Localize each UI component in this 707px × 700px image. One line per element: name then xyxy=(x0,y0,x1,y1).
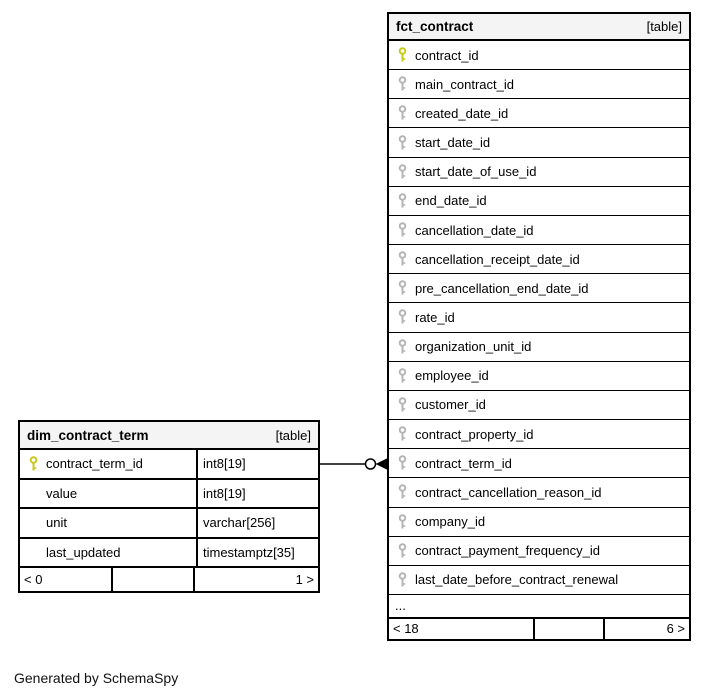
column-name: cancellation_receipt_date_id xyxy=(415,251,580,267)
table-footer xyxy=(20,568,318,591)
column-name: end_date_id xyxy=(415,193,487,209)
ellipsis-label: ... xyxy=(395,598,406,614)
column-list xyxy=(389,41,689,595)
column-row-end_date_id xyxy=(389,187,689,216)
column-name: contract_term_id xyxy=(46,456,143,472)
column-row-contract_term_id xyxy=(389,449,689,478)
foreign-key-icon xyxy=(389,135,415,151)
column-row-value xyxy=(20,480,318,510)
column-name: start_date_id xyxy=(415,135,491,151)
table-title: dim_contract_term xyxy=(27,427,149,443)
foreign-key-icon xyxy=(389,514,415,530)
primary-key-icon xyxy=(389,47,415,63)
column-row-cancellation_date_id xyxy=(389,216,689,245)
column-name: unit xyxy=(46,515,67,531)
footer-middle-cell xyxy=(535,619,605,639)
column-type-cell: int8[19] xyxy=(203,485,246,501)
foreign-key-icon xyxy=(389,543,415,559)
column-name: created_date_id xyxy=(415,105,509,121)
foreign-key-icon xyxy=(389,222,415,238)
column-row-main_contract_id xyxy=(389,70,689,99)
table-node-dim-contract-term xyxy=(18,420,320,593)
table-header-dim-contract-term[interactable] xyxy=(20,422,318,450)
column-name: last_date_before_contract_renewal xyxy=(415,572,619,588)
column-row-created_date_id xyxy=(389,99,689,128)
column-name: contract_property_id xyxy=(415,426,534,442)
column-row-unit xyxy=(20,509,318,539)
foreign-key-icon xyxy=(389,280,415,296)
foreign-key-icon xyxy=(389,455,415,471)
column-row-contract_id xyxy=(389,41,689,70)
footer-outgoing-count: 1 > xyxy=(295,572,314,587)
column-name: organization_unit_id xyxy=(415,339,532,355)
column-row-last_date_before_contract_renewal xyxy=(389,566,689,595)
column-row-start_date_of_use_id xyxy=(389,158,689,187)
column-type-cell: int8[19] xyxy=(203,456,246,472)
table-type-badge: [table] xyxy=(646,19,682,34)
column-name: customer_id xyxy=(415,397,486,413)
table-header-fct-contract[interactable] xyxy=(389,14,689,41)
foreign-key-icon xyxy=(389,105,415,121)
column-name: contract_id xyxy=(415,47,479,63)
generated-by-caption: Generated by SchemaSpy xyxy=(14,670,179,686)
column-row-rate_id xyxy=(389,303,689,332)
column-name: main_contract_id xyxy=(415,76,514,92)
foreign-key-icon xyxy=(389,368,415,384)
column-name-cell xyxy=(20,509,198,537)
footer-incoming-count: < 18 xyxy=(389,619,535,639)
foreign-key-icon xyxy=(389,76,415,92)
footer-middle-cell xyxy=(113,568,195,591)
column-name: rate_id xyxy=(415,309,455,325)
column-name: value xyxy=(46,485,78,501)
column-name: contract_cancellation_reason_id xyxy=(415,484,602,500)
column-name: contract_payment_frequency_id xyxy=(415,543,601,559)
foreign-key-icon xyxy=(389,484,415,500)
column-name-cell xyxy=(20,450,198,478)
column-row-contract_term_id xyxy=(20,450,318,480)
column-row-pre_cancellation_end_date_id xyxy=(389,274,689,303)
column-row-contract_payment_frequency_id xyxy=(389,537,689,566)
column-name-cell xyxy=(20,539,198,567)
column-row-company_id xyxy=(389,508,689,537)
footer-outgoing-count: 6 > xyxy=(666,621,685,637)
table-title: fct_contract xyxy=(396,19,474,34)
column-name: start_date_of_use_id xyxy=(415,164,537,180)
column-row-employee_id xyxy=(389,362,689,391)
column-name: last_updated xyxy=(46,544,121,560)
foreign-key-icon xyxy=(389,426,415,442)
footer-incoming-count: < 0 xyxy=(20,568,113,591)
column-type-cell: timestamptz[35] xyxy=(203,544,295,560)
more-columns-row xyxy=(389,595,689,619)
table-footer xyxy=(389,619,689,639)
arrowhead-icon xyxy=(376,458,388,469)
column-name-cell xyxy=(20,480,198,508)
column-name: employee_id xyxy=(415,368,489,384)
column-type-cell: varchar[256] xyxy=(203,515,276,531)
column-name: cancellation_date_id xyxy=(415,222,534,238)
column-row-contract_property_id xyxy=(389,420,689,449)
column-list xyxy=(20,450,318,568)
foreign-key-icon xyxy=(389,572,415,588)
foreign-key-icon xyxy=(389,309,415,325)
column-row-cancellation_receipt_date_id xyxy=(389,245,689,274)
foreign-key-icon xyxy=(389,339,415,355)
table-type-badge: [table] xyxy=(275,427,311,443)
foreign-key-icon xyxy=(389,193,415,209)
column-row-last_updated xyxy=(20,539,318,569)
foreign-key-icon xyxy=(389,397,415,413)
column-row-contract_cancellation_reason_id xyxy=(389,478,689,507)
primary-key-icon xyxy=(20,456,46,472)
table-node-fct-contract xyxy=(387,12,691,641)
column-row-start_date_id xyxy=(389,128,689,157)
foreign-key-icon xyxy=(389,251,415,267)
column-row-customer_id xyxy=(389,391,689,420)
foreign-key-icon xyxy=(389,164,415,180)
column-name: contract_term_id xyxy=(415,455,512,471)
column-name: company_id xyxy=(415,514,486,530)
column-row-organization_unit_id xyxy=(389,333,689,362)
circle-terminator-icon xyxy=(366,459,376,469)
column-name: pre_cancellation_end_date_id xyxy=(415,280,589,296)
